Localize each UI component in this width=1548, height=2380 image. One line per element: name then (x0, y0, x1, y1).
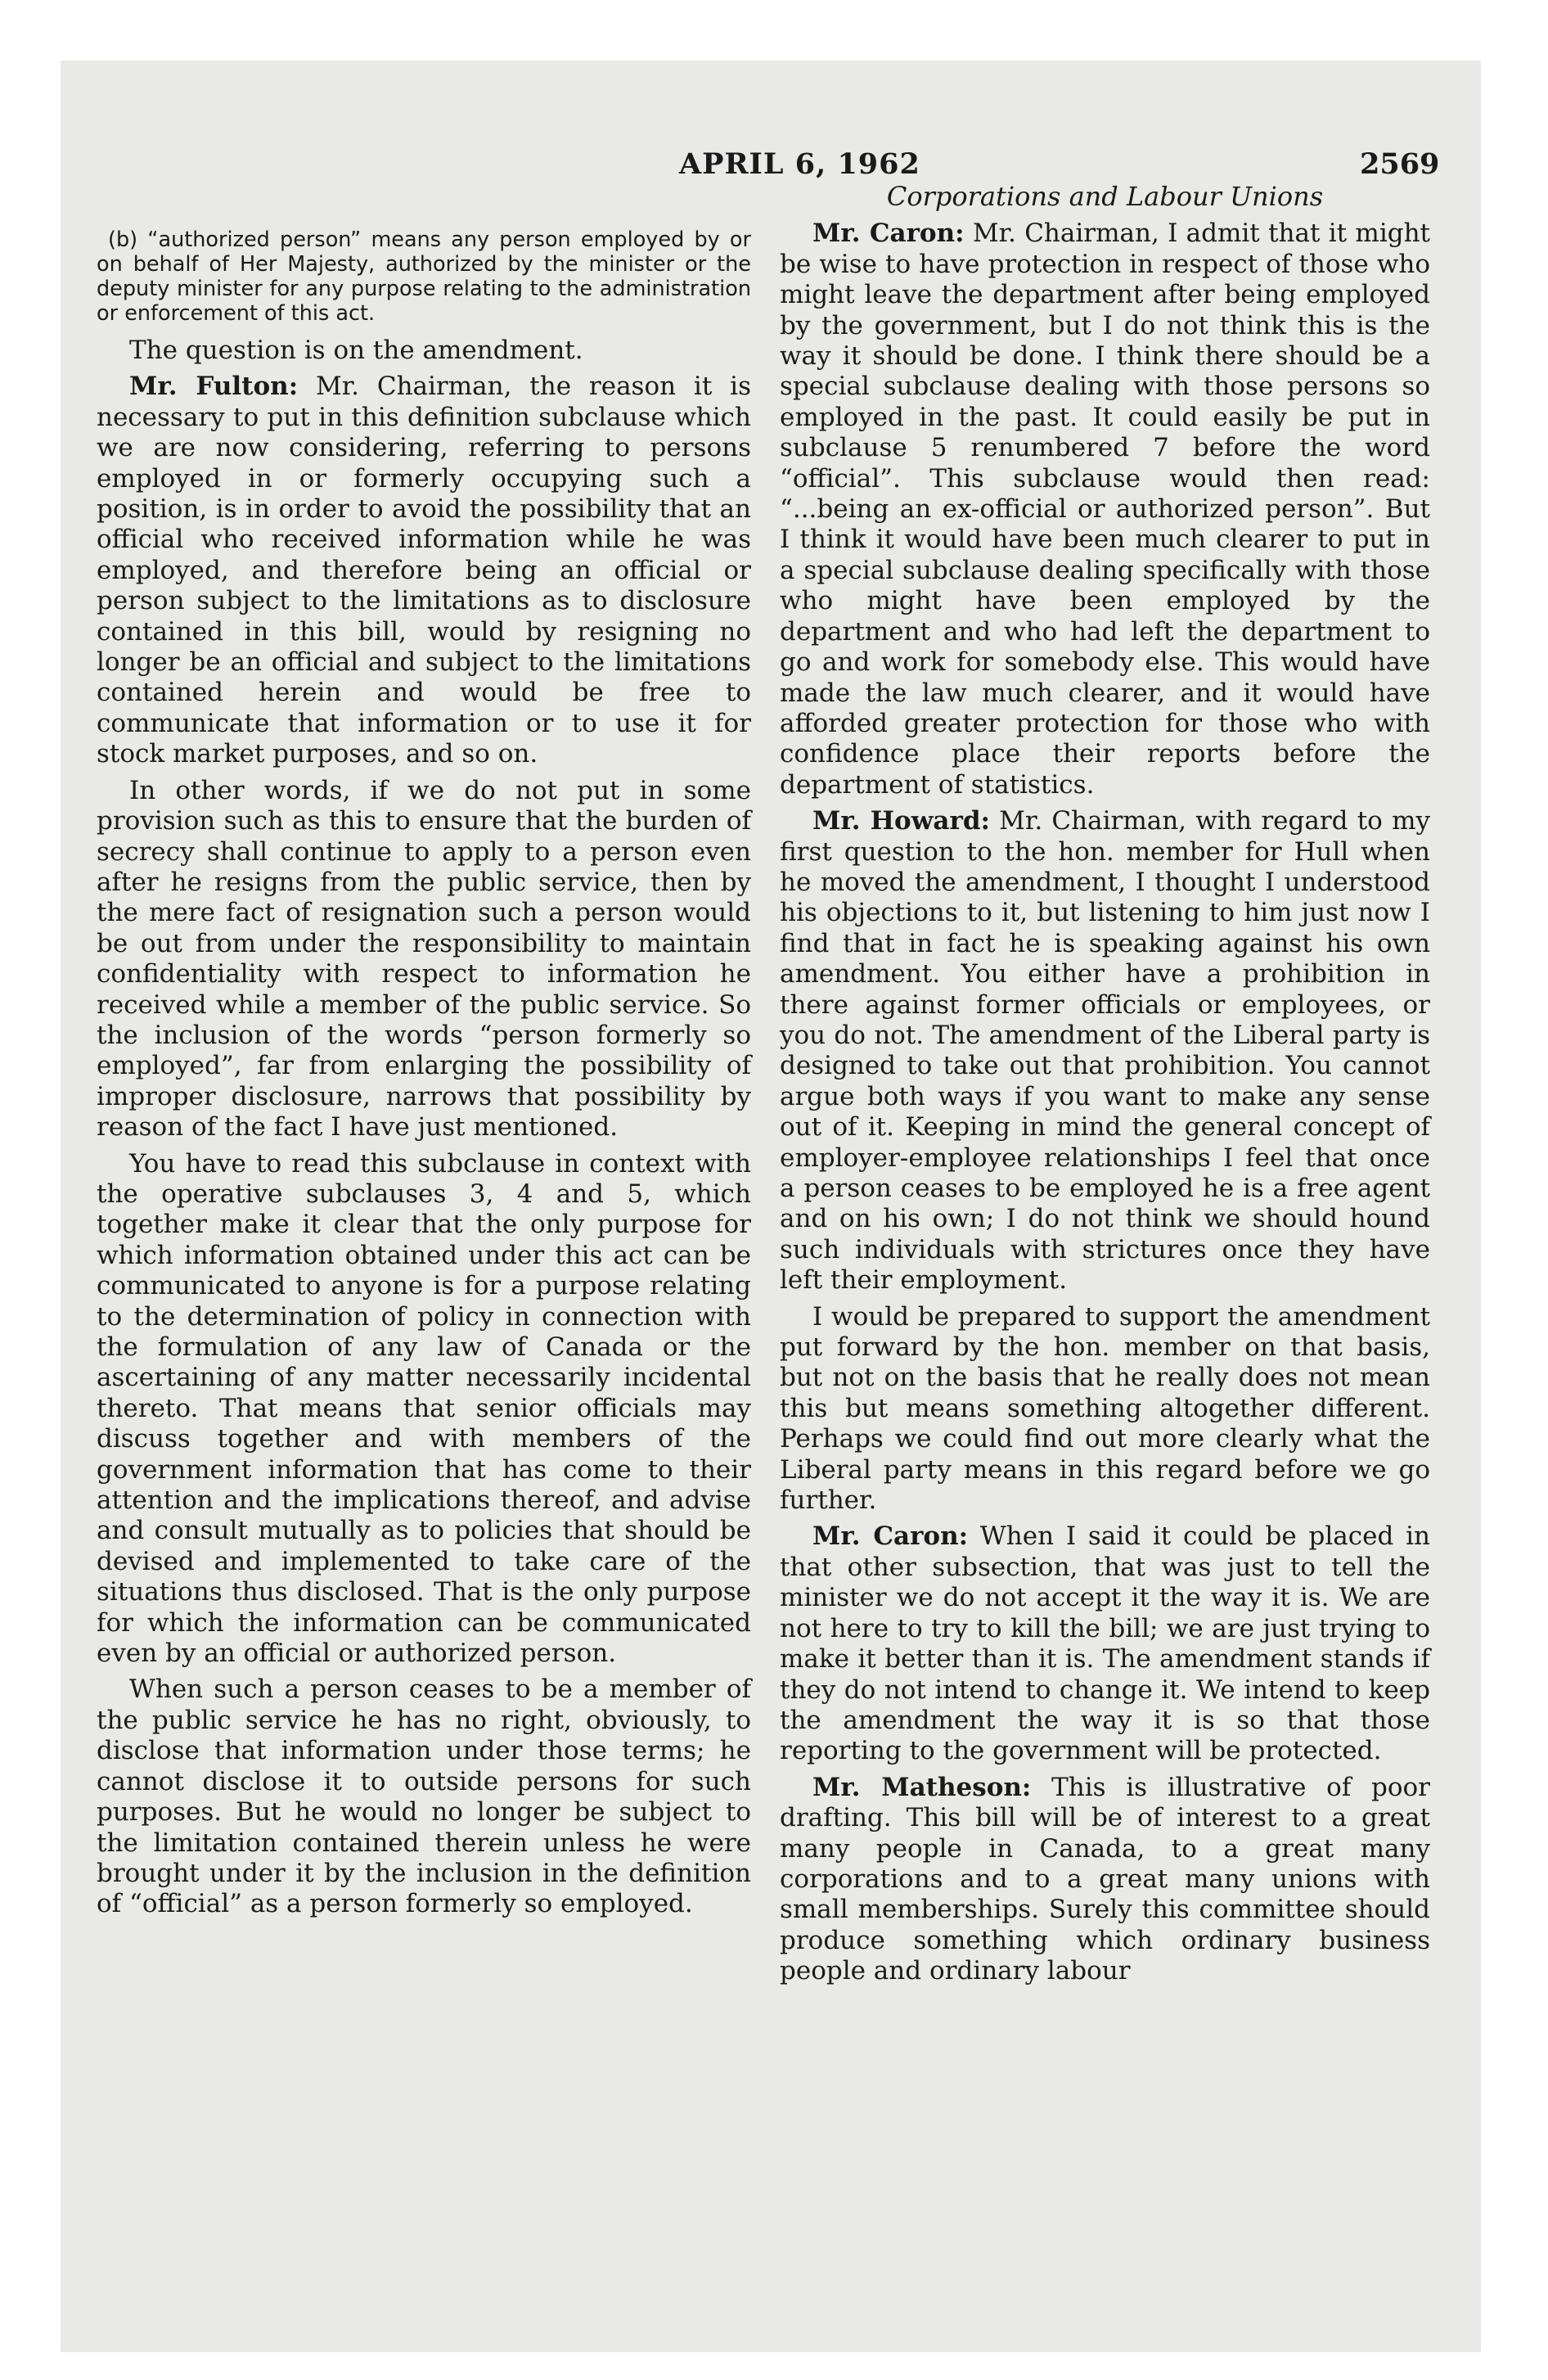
paragraph (97, 1149, 751, 1670)
page-number: 2569 (1360, 147, 1440, 181)
paragraph (97, 1675, 751, 1919)
speaker-name: Mr. Caron: (812, 1521, 969, 1552)
paragraph-text: I would be prepared to support the amendment put forward by the hon. member on that basis, but not on the basis that he really does not mean this but means something altogether different. Perhaps we could find out more clearly what the Liberal party means in this regard before we go further. (780, 1301, 1430, 1516)
paragraph-text: You have to read this subclause in context with the operative subclauses 3, 4 and 5, which together make it clear that the only purpose for which information obtained under this act can be communicated to anyone is for a purpose relating to the determination of policy in connection with the formulation of any law of Canada or the ascertaining of any matter necessarily incidental thereto. That means that senior officials may discuss together and with members of the government information that has come to their attention and the implications thereof, and advise and consult mutually as to policies that should be devised and implemented to take care of the situations thus disclosed. That is the only purpose for which the information can be communicated even by an official or authorized person. (97, 1148, 751, 1669)
speaker-name: Mr. Matheson: (812, 1772, 1032, 1802)
paragraph (97, 776, 751, 1143)
paragraph-text: Mr. Chairman, the reason it is necessary to put in this definition subclause which we are now considering, referring to persons employed in or formerly occupying such a position, is in order to avoid the possibility that an official who received information while he was employed, and therefore being an official or person subject to the limitations as to disclosure contained in this bill, would by resigning no longer be an official and subject to the limitations contained herein and would be free to communicate that information or to use it for stock market purposes, and so on. (97, 372, 751, 769)
paragraph-text: When such a person ceases to be a member of the public service he has no right, obviously, to disclose that information under those terms; he cannot disclose it to outside persons for such purposes. But he would no longer be subject to the limitation contained therein unless he were brought under it by the inclusion in the definition of “official” as a person formerly so employed. (97, 1675, 751, 1919)
paragraph-text: When I said it could be placed in that other subsection, that was just to tell the minister we do not accept it the way it is. We are not here to try to kill the bill; we are just trying to make it better than it is. The amendment stands if they do not intend to change it. We intend to keep the amendment the way it is so that those reporting to the government will be protected. (780, 1521, 1430, 1766)
paragraph (97, 372, 751, 769)
paragraph (780, 1773, 1430, 1987)
paragraph-text: In other words, if we do not put in some provision such as this to ensure that the burden of secrecy shall continue to apply to a person even after he resigns from the public service, then by the mere fact of resignation such a person would be out from under the responsibility to maintain confidentiality with respect to information he received while a member of the public service. So the inclusion of the words “person formerly so employed”, far from enlarging the possibility of improper disclosure, narrows that possibility by reason of the fact I have just mentioned. (97, 775, 751, 1143)
paragraph-text: This is illustrative of poor drafting. This bill will be of interest to a great many people in Canada, to a great many corporations and to a great many unions with small memberships. Surely this committee should produce something which ordinary business people and ordinary labour (780, 1772, 1431, 1986)
paragraph (780, 1302, 1430, 1517)
paragraph (780, 1521, 1430, 1766)
left-column (97, 187, 751, 1926)
speaker-name: Mr. Fulton: (129, 372, 299, 402)
section-heading: Corporations and Labour Unions (886, 181, 1324, 212)
definition-quote: (b) “authorized person” means any person employed by or on behalf of Her Majesty, authorized by the minister or the deputy minister for any purpose relating to the administration or enforcement of this act. (97, 228, 751, 326)
paragraph-text: The question is on the amendment. (129, 336, 583, 365)
speaker-name: Mr. Caron: (812, 219, 965, 249)
paragraph (780, 806, 1430, 1296)
paragraph-text: Mr. Chairman, I admit that it might be wise to have protection in respect of those who might leave the department after being employed by the government, but I do not think this is the way it should be done. I think there should be a special subclause dealing with those persons so employed in the past. It could easily be put in subclause 5 renumbered 7 before the word “official”. This subclause would then read: “...being an ex-official or authorized person”. But I think it would have been much clearer to put in a special subclause dealing specifically with those who might have been employed by the department and who had left the department to go and work for somebody else. This would have made the law much clearer, and it would have afforded greater protection for those who with confidence place their reports before the department of statistics. (780, 219, 1430, 800)
paragraph (97, 336, 751, 366)
speaker-name: Mr. Howard: (812, 806, 990, 836)
right-column (780, 181, 1431, 1993)
paragraph-text: Mr. Chairman, with regard to my first question to the hon. member for Hull when he moved the amendment, I thought I understood his objections to it, but listening to him just now I find that in fact he is speaking against his own amendment. You either have a prohibition in there against former officials or employees, or you do not. The amendment of the Liberal party is designed to take out that prohibition. You cannot argue both ways if you want to make any sense out of it. Keeping in mind the general concept of employer-employee relationships I feel that once a person ceases to be employed he is a free agent and on his own; I do not think we should hound such individuals with strictures once they have left their employment. (780, 806, 1430, 1296)
header-date: APRIL 6, 1962 (679, 147, 920, 181)
paragraph (780, 219, 1430, 800)
